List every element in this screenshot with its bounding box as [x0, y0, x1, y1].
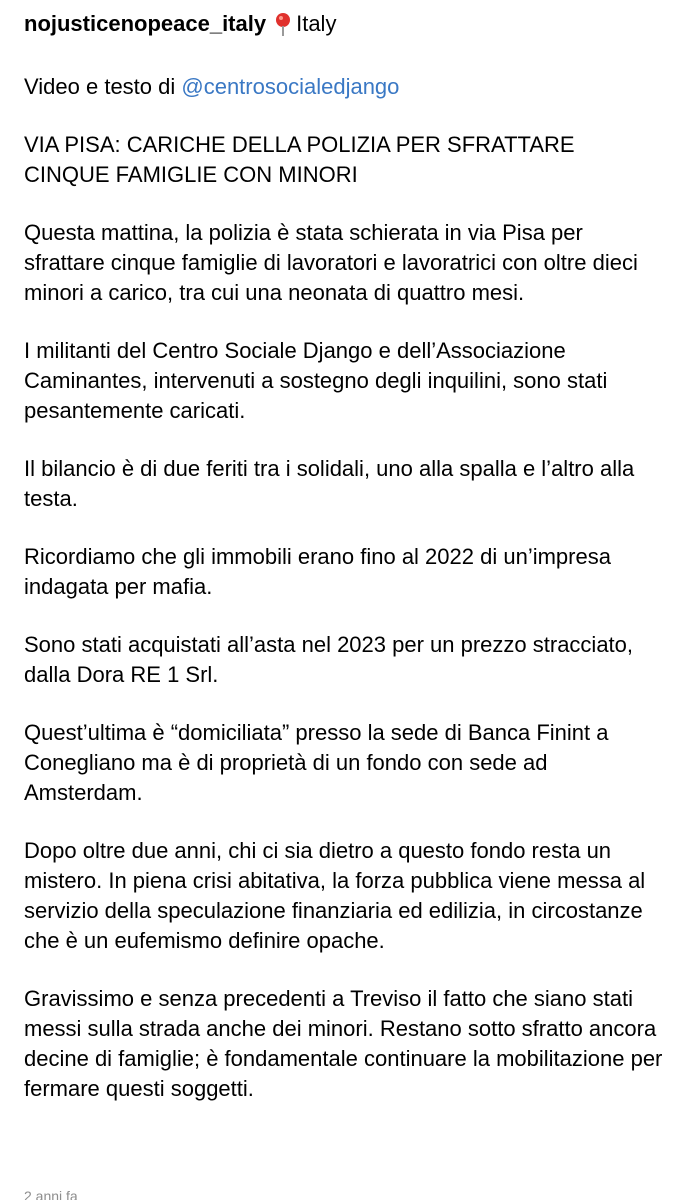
pushpin-head	[276, 13, 290, 27]
paragraph-8: Gravissimo e senza precedenti a Treviso il fatto che siano stati messi sulla strada anche dei minori. Restano sotto sfratto ancora decine di famiglie; è fondamentale continuare la mobilitazione per fermare questi soggetti.	[24, 986, 663, 1101]
paragraph-7: Dopo oltre due anni, chi ci sia dietro a questo fondo resta un mistero. In piena crisi abitativa, la forza pubblica viene messa al servizio della speculazione finanziaria ed edilizia, in circostanze che è un eufemismo definire opache.	[24, 838, 646, 953]
credit-line	[24, 72, 664, 102]
paragraph-5: Sono stati acquistati all’asta nel 2023 per un prezzo stracciato, dalla Dora RE 1 Srl.	[24, 632, 634, 687]
post-caption	[24, 72, 664, 1132]
mention-link[interactable]: @centrosocialedjango	[181, 74, 400, 99]
paragraph-4: Ricordiamo che gli immobili erano fino al 2022 di un’impresa indagata per mafia.	[24, 544, 611, 599]
post-header	[24, 8, 336, 40]
pushpin-needle	[282, 26, 284, 36]
round-pushpin-icon	[274, 12, 292, 36]
headline-line-2: CINQUE FAMIGLIE CON MINORI	[24, 162, 358, 187]
paragraph-6: Quest’ultima è “domiciliata” presso la sede di Banca Finint a Conegliano ma è di proprietà di un fondo con sede ad Amsterdam.	[24, 720, 609, 805]
username-link[interactable]: nojusticenopeace_italy	[24, 11, 267, 36]
location-link[interactable]: Italy	[296, 11, 337, 36]
headline-line-1: VIA PISA: CARICHE DELLA POLIZIA PER SFRATTARE	[24, 132, 575, 157]
paragraph-1: Questa mattina, la polizia è stata schierata in via Pisa per sfrattare cinque famiglie di lavoratori e lavoratrici con oltre dieci minori a carico, tra cui una neonata di quattro mesi.	[24, 220, 638, 305]
credit-prefix: Video e testo di	[24, 74, 182, 99]
paragraph-3: Il bilancio è di due feriti tra i solidali, uno alla spalla e l’altro alla testa.	[24, 456, 635, 511]
paragraph-2: I militanti del Centro Sociale Django e dell’Associazione Caminantes, intervenuti a sostegno degli inquilini, sono stati pesantemente caricati.	[24, 338, 608, 423]
post-timestamp: 2 anni fa	[24, 1188, 78, 1200]
headline	[24, 130, 664, 190]
